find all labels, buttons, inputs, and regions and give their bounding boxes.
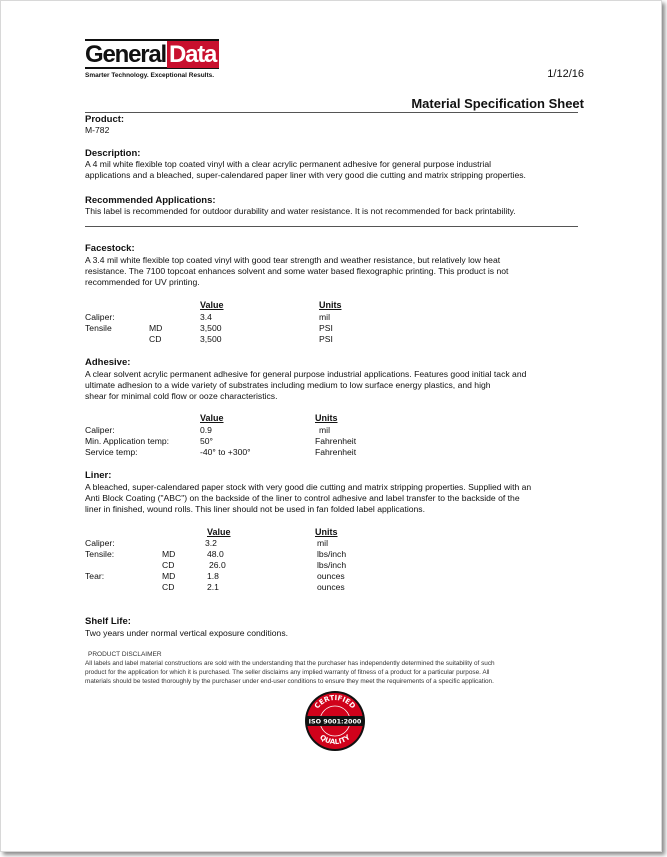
liner-row-sub: MD: [162, 549, 176, 559]
disclaimer-heading: PRODUCT DISCLAIMER: [88, 651, 162, 658]
seal-center-text: ISO 9001:2000: [308, 717, 362, 726]
liner-heading: Liner:: [85, 470, 112, 481]
liner-row-value: 48.0: [207, 549, 224, 559]
adhesive-row-label: Service temp:: [85, 447, 138, 457]
description-line: A 4 mil white flexible top coated vinyl with a clear acrylic permanent adhesive for general purpose industrial: [85, 159, 492, 169]
liner-row-label: Tensile:: [85, 549, 115, 559]
adhesive-row-label: Min. Application temp:: [85, 436, 170, 446]
shelf-life-text: Two years under normal vertical exposure conditions.: [85, 628, 289, 638]
disclaimer-line: materials should be tested thoroughly by the purchaser under end-user conditions to ensure they meet the requirements of a specific application.: [85, 678, 494, 685]
liner-line: Anti Block Coating ("ABC") on the backside of the liner to control adhesive and label transfer to the backside of the: [85, 493, 520, 503]
facestock-row-unit: PSI: [319, 323, 333, 333]
facestock-line: A 3.4 mil white flexible top coated vinyl with good tear strength and weather resistance, but relatively low heat: [85, 255, 501, 265]
adhesive-line: ultimate adhesion to a wide variety of substrates including medium to low surface energy plastics, and high: [85, 380, 491, 390]
liner-row-sub: CD: [162, 582, 175, 592]
adhesive-value-header: Value: [200, 413, 224, 423]
facestock-row-value: 3.4: [200, 312, 212, 322]
liner-line: A bleached, super-calendared paper stock with very good die cutting and matrix stripping properties. Supplied with an: [85, 482, 532, 492]
liner-row-value: 26.0: [209, 560, 226, 570]
document-date: 1/12/16: [547, 68, 584, 80]
facestock-line: recommended for UV printing.: [85, 277, 200, 287]
facestock-row-value: 3,500: [200, 334, 222, 344]
adhesive-row-value: 50°: [200, 436, 213, 446]
facestock-row-sub: CD: [149, 334, 162, 344]
facestock-row-sub: MD: [149, 323, 163, 333]
liner-row-value: 1.8: [207, 571, 219, 581]
adhesive-row-label: Caliper:: [85, 425, 115, 435]
seal-bottom-text: QUALITY: [318, 733, 352, 747]
adhesive-row-value: 0.9: [200, 425, 212, 435]
section-divider: [85, 226, 578, 227]
applications-heading: Recommended Applications:: [85, 195, 216, 206]
disclaimer-line: All labels and label material constructions are sold with the understanding that the purchaser has independently determined the suitability of such: [85, 660, 495, 667]
liner-row-sub: MD: [162, 571, 176, 581]
facestock-row-value: 3,500: [200, 323, 222, 333]
facestock-row-unit: mil: [319, 312, 330, 322]
liner-row-value: 2.1: [207, 582, 219, 592]
facestock-line: resistance. The 7100 topcoat enhances solvent and some water based flexographic printing. This product is not: [85, 266, 509, 276]
liner-row-label: Tear:: [85, 571, 105, 581]
iso-certified-seal: [304, 690, 366, 752]
adhesive-line: shear for minimal cold flow or ooze characteristics.: [85, 391, 278, 401]
adhesive-line: A clear solvent acrylic permanent adhesive for general purpose industrial applications. Features good initial tack and: [85, 369, 527, 379]
company-tagline: Smarter Technology. Exceptional Results.: [85, 72, 215, 79]
facestock-units-header: Units: [319, 300, 342, 310]
liner-row-label: Caliper:: [85, 538, 115, 548]
adhesive-heading: Adhesive:: [85, 357, 131, 368]
facestock-row-unit: PSI: [319, 334, 333, 344]
facestock-heading: Facestock:: [85, 243, 135, 254]
adhesive-row-unit: Fahrenheit: [315, 447, 357, 457]
facestock-row-label: Caliper:: [85, 312, 115, 322]
product-heading: Product:: [85, 114, 125, 125]
description-line: applications and a bleached, super-calendared paper liner with very good die cutting and matrix stripping properties.: [85, 170, 526, 180]
adhesive-row-value: -40° to +300°: [200, 447, 251, 457]
liner-row-unit: ounces: [317, 571, 345, 581]
product-value: M-782: [85, 125, 110, 135]
adhesive-row-unit: Fahrenheit: [315, 436, 357, 446]
liner-line: liner in finished, wound rolls. This liner should not be used in fan folded label applications.: [85, 504, 425, 514]
adhesive-row-unit: mil: [319, 425, 330, 435]
disclaimer-line: product for the application for which it is purchased. The seller disclaims any implied warranty of fitness of a product for a particular purpose. All: [85, 669, 490, 676]
facestock-row-label: Tensile: [85, 323, 112, 333]
liner-units-header: Units: [315, 527, 338, 537]
shelf-life-heading: Shelf Life:: [85, 616, 131, 627]
liner-row-unit: lbs/inch: [317, 549, 347, 559]
document-title: Material Specification Sheet: [411, 96, 584, 111]
liner-row-unit: mil: [317, 538, 328, 548]
company-logo: General Data: [85, 39, 219, 69]
title-divider: [85, 112, 578, 113]
adhesive-units-header: Units: [315, 413, 338, 423]
applications-text: This label is recommended for outdoor durability and water resistance. It is not recommended for back printability.: [85, 206, 516, 216]
liner-row-unit: ounces: [317, 582, 345, 592]
seal-top-text: CERTIFIED: [313, 693, 357, 711]
liner-row-sub: CD: [162, 560, 175, 570]
facestock-value-header: Value: [200, 300, 224, 310]
liner-value-header: Value: [207, 527, 231, 537]
liner-row-value: 3.2: [205, 538, 217, 548]
description-heading: Description:: [85, 148, 141, 159]
liner-row-unit: lbs/inch: [317, 560, 347, 570]
